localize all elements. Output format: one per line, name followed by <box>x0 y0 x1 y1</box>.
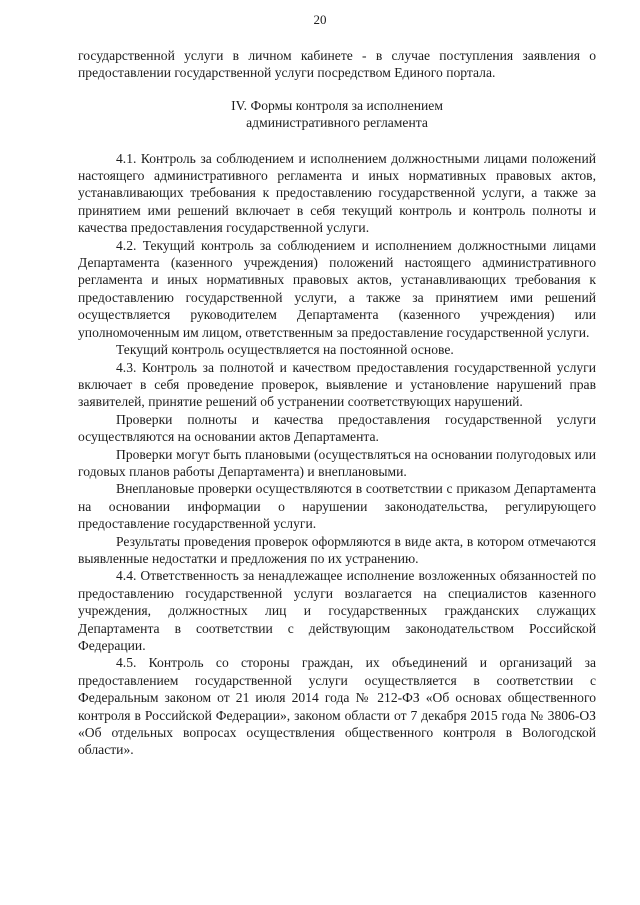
paragraph-inspections-types: Проверки могут быть плановыми (осуществляться на основании полугодовых или годовых планов работы Департамента) и внеплановыми. <box>78 446 596 479</box>
section-title-line-2: административного регламента <box>246 115 428 131</box>
paragraph-4-3: 4.3. Контроль за полнотой и качеством предоставления государственной услуги включает в себя проведение проверок, выявление и установление нарушений прав заявителей, принятие решений об устранении соответствующих нарушений. <box>78 359 596 410</box>
intro-paragraph: государственной услуги в личном кабинете - в случае поступления заявления о предоставлении государственной услуги посредством Единого портала. <box>78 48 596 81</box>
section-title-line-1: IV. Формы контроля за исполнением <box>231 97 443 113</box>
section-heading <box>78 97 596 132</box>
paragraph-inspection-results: Результаты проведения проверок оформляются в виде акта, в котором отмечаются выявленные недостатки и предложения по их устранению. <box>78 533 596 566</box>
paragraph-4-4: 4.4. Ответственность за ненадлежащее исполнение возложенных обязанностей по предоставлению государственной услуги возлагается на специалистов казенного учреждения, должностных лиц и государственных гражданских служащих Департамента в соответствии с действующим законодательством Российской Федерации. <box>78 568 596 653</box>
paragraph-unscheduled-inspections: Внеплановые проверки осуществляются в соответствии с приказом Департамента на основании информации о нарушении законодательства, регулирующего предоставление государственной услуги. <box>78 481 596 532</box>
paragraph-4-1: 4.1. Контроль за соблюдением и исполнением должностными лицами положений настоящего административного регламента и иных нормативных правовых актов, устанавливающих требования к предоставлению государственной услуги, а также за принятием ими решений включает в себя текущий контроль и контроль полноты и качества предоставления государственной услуги. <box>78 150 596 236</box>
page-number: 20 <box>313 12 327 27</box>
paragraph-4-2: 4.2. Текущий контроль за соблюдением и исполнением должностными лицами Департамента (казенного учреждения) положений настоящего административного регламента и иных нормативных правовых актов, устанавливающих требования к предоставлению государственной услуги, а также за принятием ими решений осуществляется руководителем Департамента (казенного учреждения) или уполномоченным им лицом, ответственным за предоставление государственной услуги. <box>78 237 596 340</box>
paragraph-inspections-basis: Проверки полноты и качества предоставления государственной услуги осуществляются на основании актов Департамента. <box>78 411 596 445</box>
paragraph-4-5: 4.5. Контроль со стороны граждан, их объединений и организаций за предоставлением государственной услуги осуществляется в соответствии с Федеральным законом от 21 июля 2014 года № 212-ФЗ «Об основах общественного контроля в Российской Федерации», законом области от 7 декабря 2015 года № 3806-ОЗ «Об отдельных вопросах осуществления общественного контроля в Вологодской области». <box>78 655 596 758</box>
paragraph-current-control: Текущий контроль осуществляется на постоянной основе. <box>116 342 454 358</box>
document-body <box>78 47 596 759</box>
